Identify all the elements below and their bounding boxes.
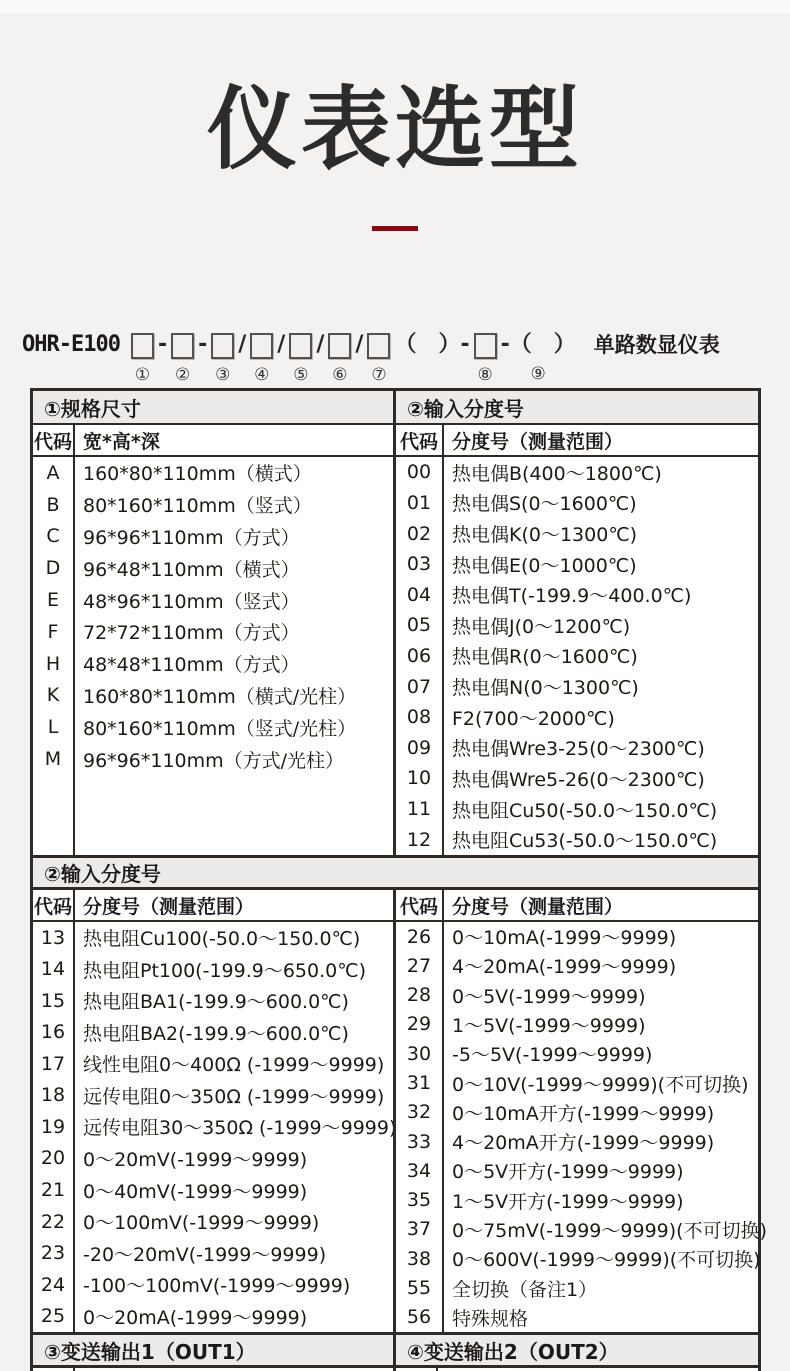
model-code-part [194, 331, 211, 383]
model-code-separator: / [316, 332, 325, 357]
model-code-part [250, 331, 273, 384]
table-row [33, 922, 393, 954]
column-header-row [33, 425, 393, 457]
section-middle [33, 890, 767, 1332]
table-row [33, 1143, 393, 1175]
table-input-codes-26-56 [393, 890, 767, 1332]
model-code-part [171, 331, 194, 384]
model-code-separator: - [198, 332, 208, 357]
table-row [396, 981, 758, 1010]
table-row [33, 552, 393, 584]
desc-cell: 线性电阻0～400Ω (-1999～9999) [83, 1054, 385, 1077]
code-cell: 03 [396, 549, 444, 580]
code-cell: B [33, 489, 75, 521]
code-cell: 28 [396, 981, 444, 1010]
desc-cell: 4～20mA开方(-1999～9999) [452, 1132, 715, 1155]
table-row [33, 616, 393, 648]
code-cell: 17 [33, 1048, 75, 1080]
table-row [396, 1068, 758, 1097]
table-body [396, 922, 767, 1332]
desc-cell: 72*72*110mm（方式） [83, 622, 300, 645]
code-cell: 12 [396, 824, 444, 855]
table-row [396, 610, 758, 641]
section-bottom [33, 1332, 758, 1368]
table-row [396, 1039, 758, 1068]
code-cell: 15 [33, 985, 75, 1017]
table-row [33, 1300, 393, 1332]
table-row [33, 985, 393, 1017]
model-code-box [250, 333, 273, 359]
code-cell: 19 [33, 1111, 75, 1143]
code-cell: 38 [396, 1244, 444, 1273]
code-column-header: 代码 [33, 890, 75, 920]
table-rows [396, 922, 767, 1332]
model-code-separator: - [157, 332, 168, 357]
desc-cell: 热电偶J(0～1200℃) [452, 615, 631, 638]
table-row [396, 641, 758, 672]
code-cell: 02 [396, 518, 444, 549]
table-row [33, 1017, 393, 1049]
model-code-part [154, 331, 171, 383]
desc-cell: 1～5V开方(-1999～9999) [452, 1190, 684, 1213]
desc-cell: 热电偶Wre5-26(0～2300℃) [452, 768, 705, 791]
model-code-part [474, 331, 497, 384]
desc-cell: 热电阻Cu53(-50.0～150.0℃) [452, 830, 718, 853]
code-cell: 27 [396, 951, 444, 980]
table-row [33, 1174, 393, 1206]
table-input-codes-00-12 [393, 391, 758, 855]
desc-cell: 4～20mA(-1999～9999) [452, 956, 677, 979]
desc-column-header: 宽*高*深 [83, 430, 160, 453]
model-code-box [367, 333, 390, 359]
model-position-number: ② [174, 365, 191, 385]
desc-cell: 热电偶S(0～1600℃) [452, 493, 637, 516]
table-rows [396, 457, 758, 855]
table-row [396, 579, 758, 610]
model-position-number: ⑥ [332, 365, 348, 385]
desc-cell: 0～20mV(-1999～9999) [83, 1148, 308, 1171]
table-body [33, 922, 397, 1332]
code-cell: 14 [33, 954, 75, 986]
code-cell: A [33, 457, 75, 489]
model-position-number: ⑨ [530, 364, 546, 384]
code-column-header: 代码 [396, 890, 444, 920]
code-cell: 25 [33, 1300, 75, 1332]
code-cell: D [33, 552, 75, 584]
table-row [396, 457, 758, 488]
model-code-separator: （ ）- [394, 332, 470, 357]
desc-cell: -5～5V(-1999～9999) [452, 1044, 653, 1067]
table-row [396, 794, 758, 825]
code-cell: 37 [396, 1215, 444, 1244]
code-cell: 34 [396, 1156, 444, 1185]
table-row [33, 954, 393, 986]
code-cell: 00 [396, 457, 444, 488]
table-row [33, 1206, 393, 1238]
model-code-part [234, 331, 250, 383]
table-row [396, 1273, 758, 1302]
table-row [33, 584, 393, 616]
code-cell: C [33, 521, 75, 553]
table-row [396, 488, 758, 519]
code-cell: H [33, 648, 75, 680]
table-row [33, 1269, 393, 1301]
selection-tables [30, 388, 767, 1371]
code-cell: 33 [396, 1127, 444, 1156]
table-row [396, 824, 758, 855]
model-suffix-label: 单路数显仪表 [593, 333, 720, 357]
desc-cell: 80*160*110mm（竖式） [83, 495, 312, 518]
table-row [33, 680, 393, 712]
model-code-part [351, 331, 367, 383]
model-code-part [390, 331, 473, 383]
desc-cell: 96*96*110mm（方式） [83, 526, 300, 549]
code-cell: 13 [33, 922, 75, 954]
code-cell: 32 [396, 1098, 444, 1127]
code-cell: 10 [396, 763, 444, 794]
code-column-header: 代码 [33, 425, 75, 455]
table-input-codes-13-25 [33, 890, 397, 1332]
table-row [396, 1098, 758, 1127]
model-code-separator: / [355, 332, 364, 357]
code-cell: 31 [396, 1068, 444, 1097]
table-row [396, 1244, 761, 1273]
code-cell: L [33, 711, 75, 743]
desc-cell: 0～5V开方(-1999～9999) [452, 1161, 684, 1184]
model-position-number: ③ [215, 365, 231, 385]
table-rows [33, 457, 393, 775]
model-code-box [289, 333, 312, 359]
desc-cell: 0～10mA开方(-1999～9999) [452, 1102, 715, 1125]
code-cell: 16 [33, 1017, 75, 1049]
table-row [33, 743, 393, 775]
table-row [396, 1010, 758, 1039]
code-column-header: 代码 [396, 425, 444, 455]
code-cell: 11 [396, 794, 444, 825]
table-row [33, 489, 393, 521]
table-row [396, 1156, 758, 1185]
table-row [396, 518, 758, 549]
desc-cell: 热电阻BA2(-199.9～600.0℃) [83, 1022, 349, 1045]
code-cell: 04 [396, 579, 444, 610]
table-rows [33, 922, 397, 1332]
model-code-part [367, 331, 390, 384]
desc-cell: 热电偶B(400～1800℃) [452, 462, 662, 485]
model-code-separator: / [277, 332, 286, 357]
table-body [396, 457, 758, 855]
desc-column-header: 分度号（测量范围） [83, 895, 255, 918]
table-row [396, 951, 758, 980]
desc-cell: 80*160*110mm（竖式/光柱） [83, 717, 357, 740]
desc-cell: 0～10mA(-1999～9999) [452, 927, 677, 950]
desc-cell: 远传电阻0～350Ω (-1999～9999) [83, 1085, 385, 1108]
desc-column-header: 分度号（测量范围） [452, 895, 624, 918]
desc-cell: 0～75mV(-1999～9999)(不可切换) [452, 1219, 767, 1242]
model-code-box [131, 333, 154, 359]
table-row [33, 1048, 393, 1080]
desc-cell: 0～600V(-1999～9999)(不可切换) [452, 1249, 761, 1272]
code-cell: 07 [396, 671, 444, 702]
column-header-row [33, 890, 393, 922]
table-row [33, 1237, 393, 1269]
code-cell: 21 [33, 1174, 75, 1206]
code-cell: 05 [396, 610, 444, 641]
model-code-separator: / [238, 332, 247, 357]
desc-cell: -100～100mV(-1999～9999) [83, 1275, 351, 1298]
desc-cell: 热电偶T(-199.9～400.0℃) [452, 585, 692, 608]
model-code-line [22, 331, 782, 384]
section-title-out1: ③变送输出1（OUT1） [44, 1339, 256, 1364]
desc-cell: 0～100mV(-1999～9999) [83, 1212, 320, 1235]
desc-cell: 160*80*110mm（横式/光柱） [83, 685, 357, 708]
desc-cell: 0～5V(-1999～9999) [452, 985, 646, 1008]
desc-cell: 热电阻Cu50(-50.0～150.0℃) [452, 799, 718, 822]
model-code-box [328, 333, 351, 359]
model-prefix: OHR-E100 [22, 332, 120, 357]
desc-cell: 1～5V(-1999～9999) [452, 1014, 646, 1037]
desc-cell: 96*96*110mm（方式/光柱） [83, 749, 345, 772]
code-cell: 20 [33, 1143, 75, 1175]
model-code-box [211, 333, 234, 359]
model-position-number: ① [134, 365, 151, 385]
table-body [33, 457, 393, 855]
model-code-box [474, 333, 497, 359]
desc-cell: 96*48*110mm（横式） [83, 558, 300, 581]
code-cell: 30 [396, 1039, 444, 1068]
desc-cell: F2(700～2000℃) [452, 707, 615, 730]
desc-cell: 热电偶E(0～1000℃) [452, 554, 637, 577]
code-cell: 09 [396, 732, 444, 763]
model-code-box [171, 333, 194, 359]
code-cell: 56 [396, 1303, 444, 1332]
desc-cell: 0～40mV(-1999～9999) [83, 1180, 308, 1203]
desc-cell: 热电偶Wre3-25(0～2300℃) [452, 738, 705, 761]
code-cell: 06 [396, 641, 444, 672]
section-title-input-continued: ②输入分度号 [33, 855, 758, 890]
desc-cell: 热电阻Pt100(-199.9～650.0℃) [83, 959, 366, 982]
table-row [396, 922, 758, 951]
model-code-part [131, 331, 154, 384]
model-code-part [328, 331, 351, 384]
table-row [396, 1215, 767, 1244]
model-code-part [289, 331, 312, 384]
code-cell: 01 [396, 488, 444, 519]
desc-cell: 48*96*110mm（竖式） [83, 590, 300, 613]
table-row [33, 1111, 397, 1143]
code-cell: E [33, 584, 75, 616]
code-cell: 23 [33, 1237, 75, 1269]
empty-filler-row [33, 775, 393, 855]
table-row [396, 1186, 758, 1215]
top-strip [0, 0, 790, 13]
table-row [33, 457, 393, 489]
code-cell: 55 [396, 1273, 444, 1302]
code-cell: M [33, 743, 75, 775]
table-row [396, 1303, 758, 1332]
section-title-input: ②输入分度号 [396, 391, 758, 425]
section-title-size: ①规格尺寸 [33, 391, 393, 425]
model-position-number: ⑦ [371, 365, 387, 385]
desc-cell: 热电阻Cu100(-50.0～150.0℃) [83, 928, 361, 951]
table-row [396, 549, 758, 580]
table-row [396, 763, 758, 794]
desc-cell: 0～20mA(-1999～9999) [83, 1306, 308, 1329]
model-position-number: ⑤ [293, 365, 309, 385]
desc-cell: 热电偶K(0～1300℃) [452, 524, 638, 547]
code-cell: 26 [396, 922, 444, 951]
code-cell: K [33, 680, 75, 712]
code-cell: 24 [33, 1269, 75, 1301]
code-cell: 18 [33, 1080, 75, 1112]
model-code-parts [131, 331, 580, 384]
desc-cell: 热电偶R(0～1600℃) [452, 646, 638, 669]
desc-cell: 热电偶N(0～1300℃) [452, 677, 639, 700]
model-position-number: ⑧ [477, 365, 493, 385]
table-row [33, 1080, 393, 1112]
table-row [396, 1127, 758, 1156]
desc-cell: 特殊规格 [452, 1307, 529, 1330]
code-cell: 35 [396, 1186, 444, 1215]
model-code-part [211, 331, 234, 384]
desc-cell: 48*48*110mm（方式） [83, 654, 300, 677]
table-row [396, 732, 758, 763]
table-row [33, 648, 393, 680]
desc-cell: 160*80*110mm（横式） [83, 463, 312, 486]
desc-cell: 热电阻BA1(-199.9～600.0℃) [83, 991, 349, 1014]
section-top [33, 391, 758, 855]
title-underline [372, 226, 418, 231]
code-cell: 22 [33, 1206, 75, 1238]
desc-cell: 全切换（备注1） [452, 1278, 598, 1301]
code-cell: 29 [396, 1010, 444, 1039]
section-title-out2: ④变送输出2（OUT2） [393, 1335, 758, 1365]
model-code-part [273, 331, 289, 383]
column-header-row [396, 425, 758, 457]
model-position-number: ④ [254, 365, 270, 385]
model-code-part [312, 331, 328, 383]
model-code-separator: -（ ） [500, 332, 576, 357]
code-cell: 08 [396, 702, 444, 733]
table-row [33, 711, 393, 743]
code-cell: F [33, 616, 75, 648]
desc-cell: -20～20mV(-1999～9999) [83, 1243, 327, 1266]
desc-cell: 远传电阻30～350Ω (-1999～9999) [83, 1117, 397, 1140]
desc-column-header: 分度号（测量范围） [452, 430, 624, 453]
page-title: 仪表选型 [207, 77, 583, 182]
desc-cell: 0～10V(-1999～9999)(不可切换) [452, 1073, 749, 1096]
column-header-row [396, 890, 758, 922]
table-row [33, 521, 393, 553]
table-row [396, 702, 758, 733]
model-code-part [497, 331, 580, 383]
table-size-codes [33, 391, 393, 855]
table-row [396, 671, 758, 702]
